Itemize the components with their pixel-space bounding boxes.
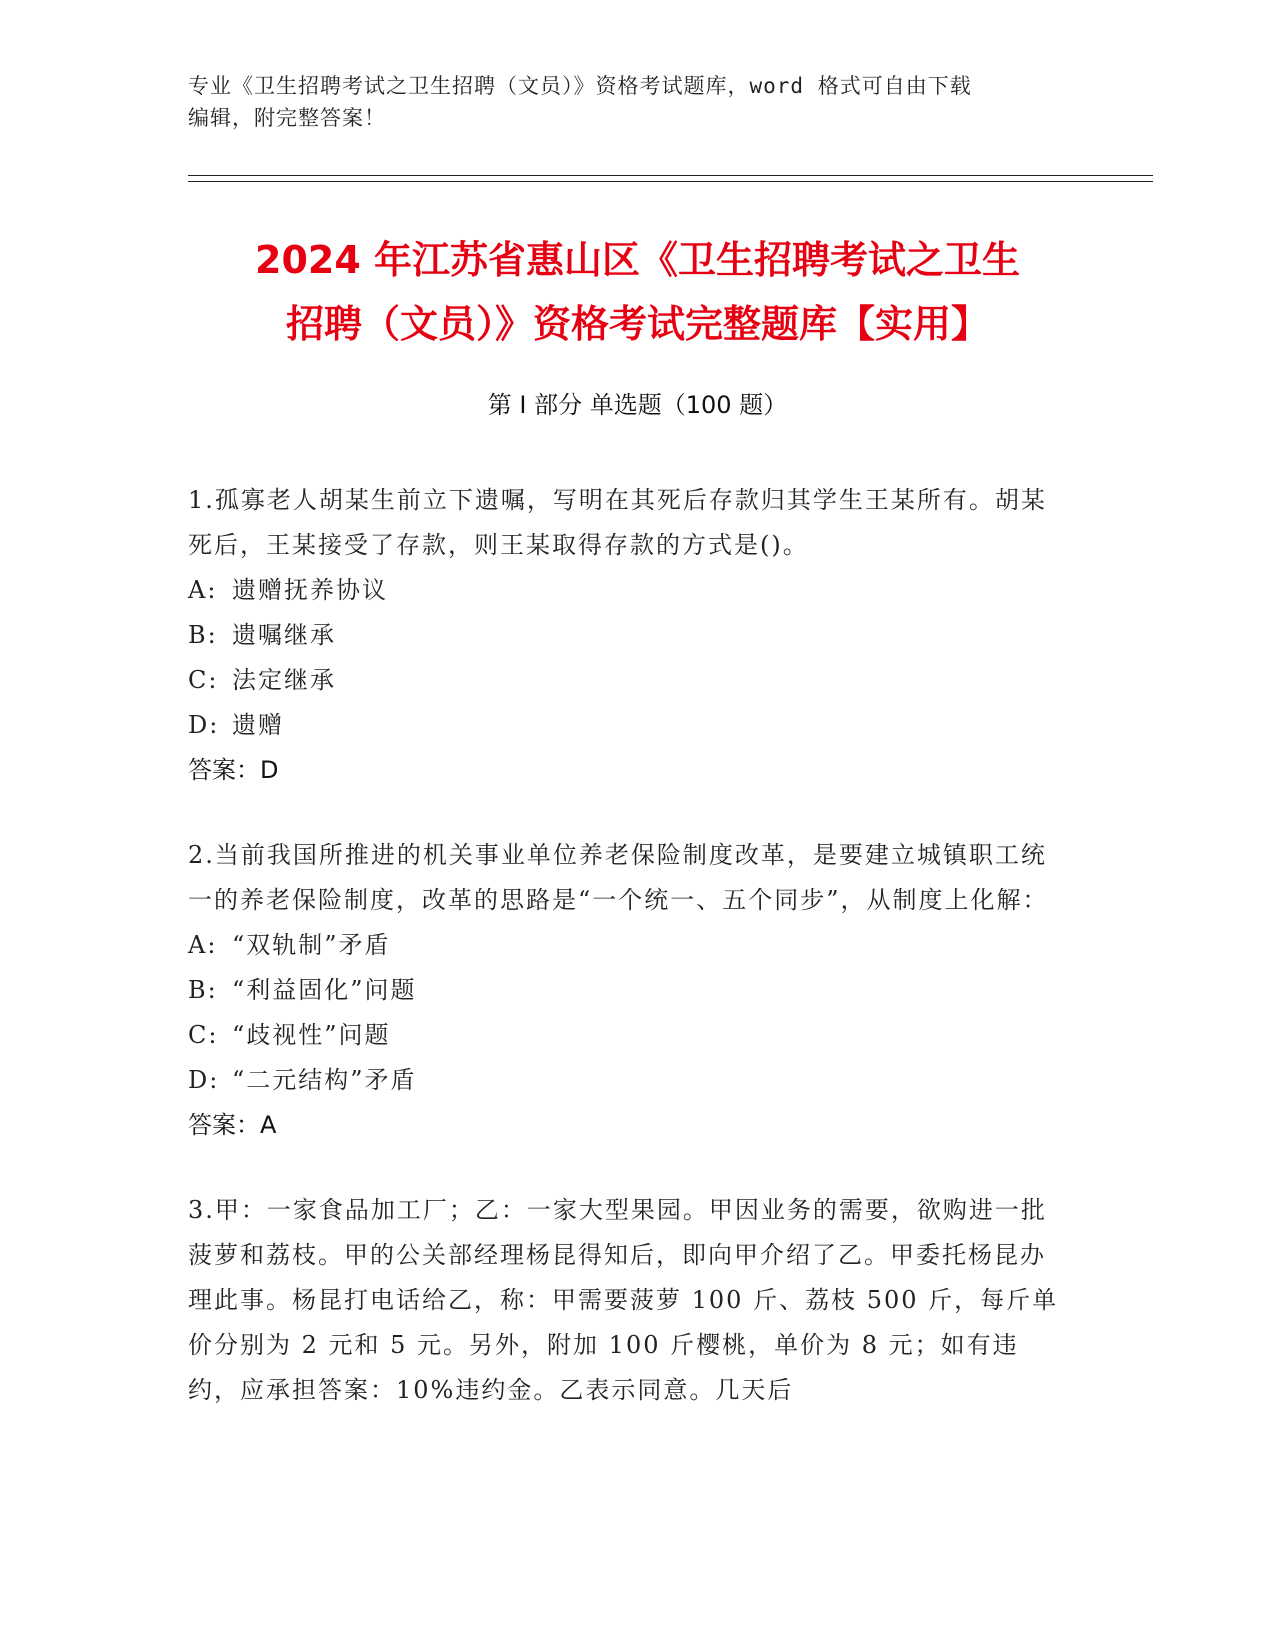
- document-header: [188, 70, 1088, 134]
- option-d: [188, 703, 1068, 748]
- question-1: [188, 478, 1068, 793]
- question-stem: 2.当前我国所推进的机关事业单位养老保险制度改革，是要建立城镇职工统一的养老保险制度，改革的思路是“一个统一、五个同步”，从制度上化解：: [188, 841, 1049, 914]
- option-key: D:: [188, 1066, 220, 1094]
- answer-line: 答案：D: [188, 756, 279, 784]
- option-b: [188, 968, 1068, 1013]
- question-3: [188, 1188, 1068, 1413]
- question-list: [188, 478, 1068, 1453]
- option-key: A:: [188, 931, 218, 959]
- option-key: B:: [188, 976, 218, 1004]
- option-a: [188, 923, 1068, 968]
- option-key: C:: [188, 1021, 219, 1049]
- option-key: C:: [188, 666, 219, 694]
- document-title: [160, 228, 1115, 356]
- question-2: [188, 833, 1068, 1148]
- option-text: “歧视性”问题: [232, 1021, 391, 1049]
- option-a: [188, 568, 1068, 613]
- option-d: [188, 1058, 1068, 1103]
- title-line-1: 2024 年江苏省惠山区《卫生招聘考试之卫生: [255, 238, 1020, 282]
- title-line-2: 招聘（文员）》资格考试完整题库【实用】: [285, 302, 989, 346]
- option-key: D:: [188, 711, 220, 739]
- option-c: [188, 1013, 1068, 1058]
- header-divider-bottom: [188, 181, 1153, 182]
- option-text: 遗赠抚养协议: [232, 576, 388, 604]
- header-divider-top: [188, 175, 1153, 176]
- option-key: A:: [188, 576, 218, 604]
- option-text: 遗嘱继承: [232, 621, 336, 649]
- question-stem: 3.甲：一家食品加工厂；乙：一家大型果园。甲因业务的需要，欲购进一批菠萝和荔枝。甲的公关部经理杨昆得知后，即向甲介绍了乙。甲委托杨昆办理此事。杨昆打电话给乙，称：甲需要菠萝 100 斤、荔枝 500 斤，每斤单价分别为 2 元和 5 元。另外，附加 100 斤樱桃，单价为 8 元；如有违约，应承担答案：10%违约金。乙表示同意。几天后: [188, 1196, 1059, 1404]
- option-c: [188, 658, 1068, 703]
- question-stem: 1.孤寡老人胡某生前立下遗嘱，写明在其死后存款归其学生王某所有。胡某死后，王某接受了存款，则王某取得存款的方式是()。: [188, 486, 1047, 559]
- option-text: 法定继承: [232, 666, 336, 694]
- header-line-1: 专业《卫生招聘考试之卫生招聘（文员）》资格考试题库，word 格式可自由下载: [188, 74, 972, 98]
- section-heading: 第 I 部分 单选题（100 题）: [487, 391, 788, 419]
- option-text: 遗赠: [232, 711, 284, 739]
- answer-line: 答案：A: [188, 1111, 277, 1139]
- option-text: “双轨制”矛盾: [232, 931, 391, 959]
- option-b: [188, 613, 1068, 658]
- option-text: “利益固化”问题: [232, 976, 417, 1004]
- header-line-2: 编辑，附完整答案！: [188, 106, 386, 130]
- option-key: B:: [188, 621, 218, 649]
- option-text: “二元结构”矛盾: [232, 1066, 417, 1094]
